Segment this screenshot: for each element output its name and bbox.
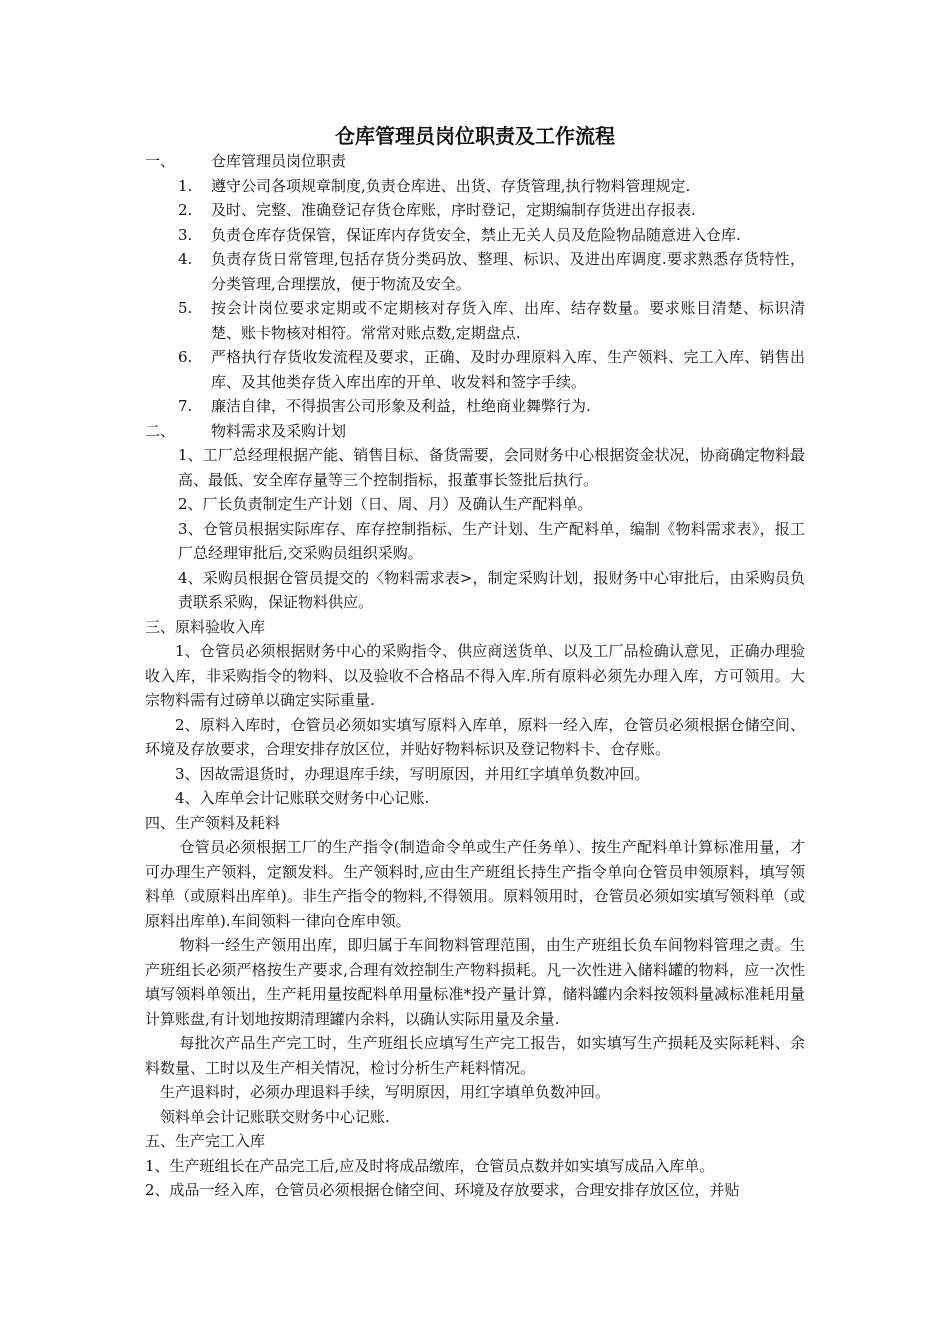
section-5-heading: 五、生产完工入库 (145, 1132, 266, 1150)
paragraph: 仓管员必须根据工厂的生产指令(制造命令单或生产任务单）、按生产配料单计算标准用量，才可办理生产领料，定额发料。生产领料时,应由生产班组长持生产指令单向仓管员申领原料，填写领料单（或原料出库单)。非生产指令的物料,不得领用。原料领用时，仓管员必须如实填写领料单（或原料出库单).车间领料一律向仓库申领。 (145, 838, 805, 930)
item-text: 严格执行存货收发流程及要求，正确、及时办理原料入库、生产领料、完工入库、销售出库、及其他类存货入库出库的开单、收发料和签字手续。 (211, 348, 805, 391)
item-number: 5. (178, 299, 193, 317)
list-item (145, 345, 805, 394)
paragraph: 3、因故需退货时，办理退库手续，写明原因，并用红字填单负数冲回。 (175, 764, 650, 783)
section-number: 一、 (145, 152, 176, 170)
section-title: 仓库管理员岗位职责 (211, 152, 347, 170)
paragraph: 2、成品一经入库，仓管员必须根据仓储空间、环境及存放要求，合理安排存放区位，并贴 (145, 1181, 740, 1199)
paragraph: 4、采购员根据仓管员提交的〈物料需求表>，制定采购计划，报财务中心审批后，由采购员负责联系采购，保证物料供应。 (178, 568, 805, 611)
list-item (145, 174, 805, 199)
list-item (145, 296, 805, 345)
section-number: 二、 (145, 421, 176, 440)
item-text: 负责仓库存货保管，保证库内存货安全，禁止无关人员及危险物品随意进入仓库. (211, 225, 741, 244)
item-number: 3. (178, 225, 193, 244)
paragraph: 1、仓管员必须根据财务中心的采购指令、供应商送货单、以及工厂品检确认意见，正确办理验收入库，非采购指令的物料、以及验收不合格品不得入库.所有原料必须先办理入库，方可领用。大宗物料需有过磅单以确定实际重量. (145, 642, 805, 709)
document-title: 仓库管理员岗位职责及工作流程 (335, 124, 615, 148)
item-text: 负责存货日常管理,包括存货分类码放、整理、标识、及进出库调度.要求熟悉存货特性，分类管理,合理摆放，便于物流及安全。 (211, 250, 805, 293)
paragraph: 2、原料入库时，仓管员必须如实填写原料入库单，原料一经入库，仓管员必须根据仓储空间、环境及存放要求，合理安排存放区位，并贴好物料标识及登记物料卡、仓存账。 (145, 715, 805, 758)
item-text: 遵守公司各项规章制度,负责仓库进、出货、存货管理,执行物料管理规定. (211, 176, 691, 195)
item-text: 廉洁自律，不得损害公司形象及利益，杜绝商业舞弊行为. (211, 397, 591, 415)
section-1-heading (145, 149, 805, 174)
paragraph: 1、生产班组长在产品完工后,应及时将成品缴库，仓管员点数并如实填写成品入库单。 (145, 1156, 715, 1175)
paragraph: 领料单会计记账联交财务中心记账. (160, 1107, 390, 1126)
item-number: 1. (178, 176, 193, 195)
paragraph: 生产退料时，必须办理退料手续，写明原因，用红字填单负数冲回。 (160, 1083, 611, 1101)
paragraph: 每批次产品生产完工时，生产班组长应填写生产完工报告，如实填写生产损耗及实际耗料、余料数量、工时以及生产相关情况，检讨分析生产耗料情况。 (145, 1034, 805, 1077)
paragraph: 1、工厂总经理根据产能、销售目标、备货需要，会同财务中心根据资金状况，协商确定物料最高、最低、安全库存量等三个控制指标，报董事长签批后执行。 (178, 446, 805, 489)
item-number: 4. (178, 250, 193, 268)
section-2-heading (145, 419, 805, 444)
section-4-heading: 四、生产领料及耗料 (145, 813, 281, 832)
document-body (145, 149, 805, 1203)
paragraph: 物料一经生产领用出库，即归属于车间物料管理范围，由生产班组长负车间物料管理之责。生产班组长必须严格按生产要求,合理有效控制生产物料损耗。凡一次性进入储料罐的物料，应一次性填写领料单领出，生产耗用量按配料单用量标准*投产量计算，储料罐内余料按领料量减标准耗用量计算账盘,有计划地按期清理罐内余料，以确认实际用量及余量. (145, 936, 805, 1028)
item-text: 及时、完整、准确登记存货仓库账，序时登记，定期编制存货进出存报表. (211, 201, 696, 219)
duties-list (145, 174, 805, 419)
section-3-heading: 三、原料验收入库 (145, 617, 266, 636)
item-number: 7. (178, 397, 193, 415)
item-number: 6. (178, 348, 193, 366)
item-text: 按会计岗位要求定期或不定期核对存货入库、出库、结存数量。要求账目清楚、标识清楚、账卡物核对相符。常常对账点数,定期盘点. (211, 299, 805, 342)
paragraph: 2、厂长负责制定生产计划（日、周、月）及确认生产配料单。 (178, 495, 593, 513)
paragraph: 4、入库单会计记账联交财务中心记账. (175, 789, 430, 807)
list-item (145, 198, 805, 223)
list-item (145, 394, 805, 419)
list-item (145, 247, 805, 296)
section-title: 物料需求及采购计划 (211, 421, 347, 440)
list-item (145, 223, 805, 248)
paragraph: 3、仓管员根据实际库存、库存控制指标、生产计划、生产配料单，编制《物料需求表》，报工厂总经理审批后,交采购员组织采购。 (178, 519, 805, 562)
item-number: 2. (178, 201, 193, 219)
